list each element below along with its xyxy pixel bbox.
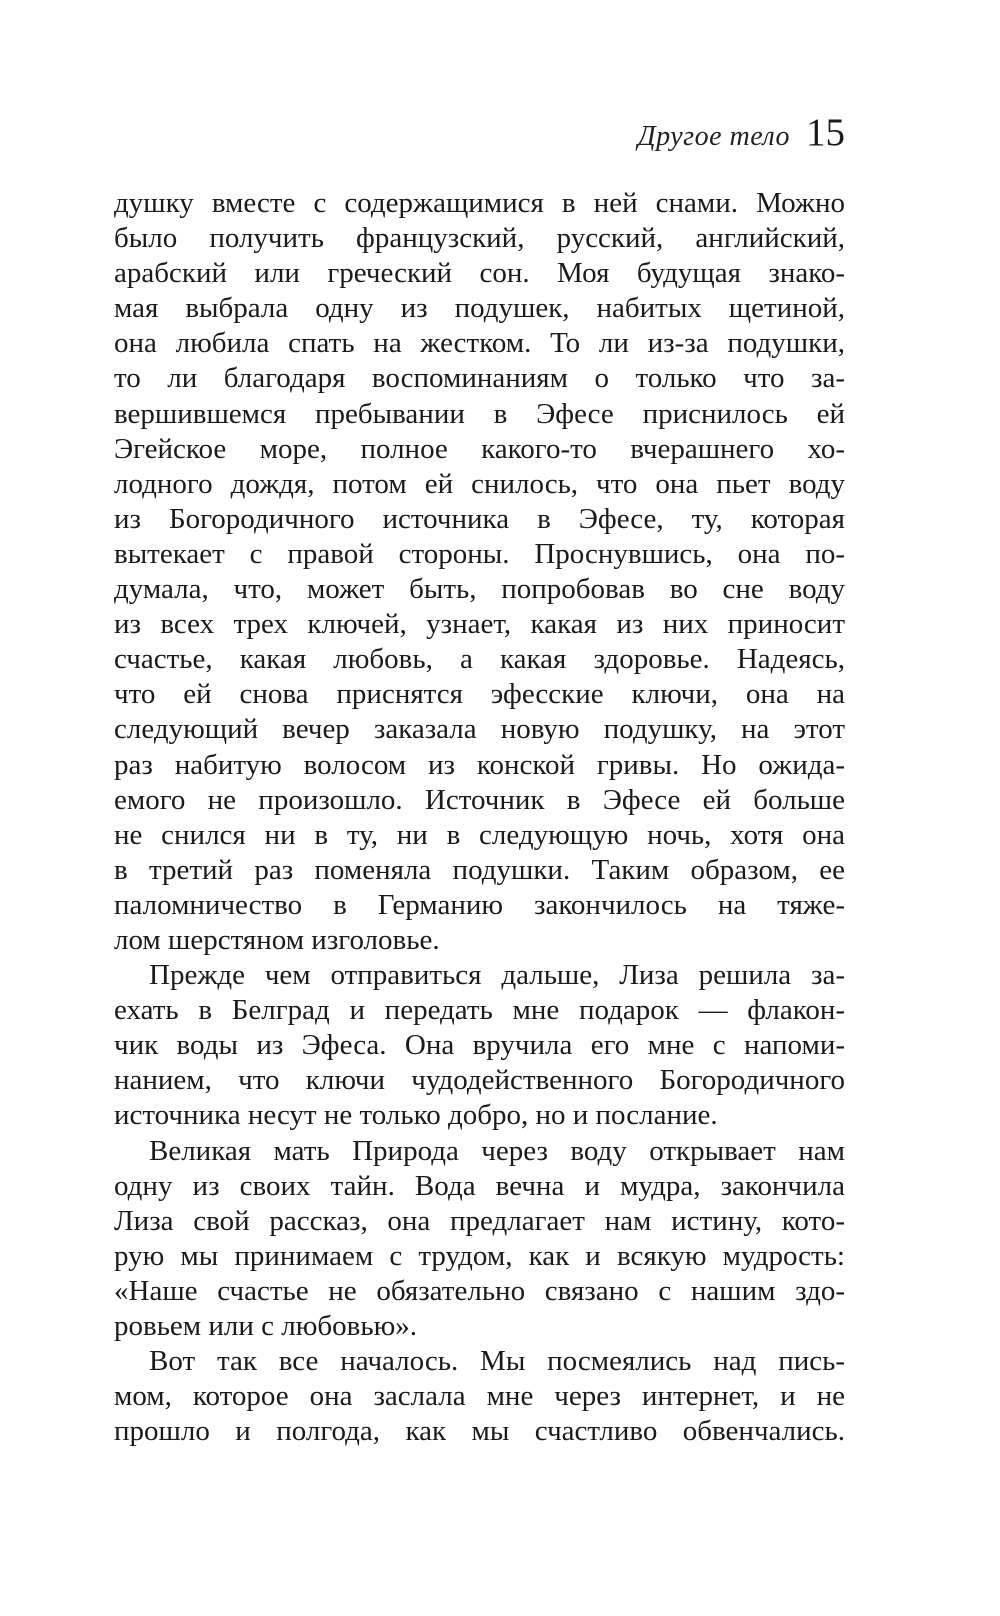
page-header [114,110,845,155]
text-line: следующий вечер заказала новую подушку, на этот [114,713,845,746]
paragraph-1 [114,186,845,958]
text-line: из Богородичного источника в Эфесе, ту, которая [114,502,845,535]
text-line: рую мы принимаем с трудом, как и всякую мудрость: [114,1239,845,1272]
paragraph-2 [114,958,845,1133]
text-line: душку вместе с содержащимися в ней снами. Можно [114,187,845,219]
text-line: прошло и полгода, как мы счастливо обвенчались. [114,1415,845,1448]
running-title: Другое тело [637,121,790,152]
paragraph-4 [114,1344,845,1449]
paragraph-3 [114,1134,845,1345]
text-line: источника несут не только добро, но и послание. [114,1099,718,1132]
text-line: раз набитую волосом из конской гривы. Но ожида- [114,748,845,781]
text-line: из всех трех ключей, узнает, какая из них приносит [114,608,845,641]
text-line: ровьем или с любовью». [114,1310,417,1342]
page-number: 15 [806,111,845,154]
text-line: Вот так все началось. Мы посмеялись над пись- [149,1345,845,1378]
text-block [114,186,845,1449]
text-line: вершившемся пребывании в Эфесе приснилось ей [114,397,845,430]
text-line: Прежде чем отправиться дальше, Лиза решила за- [149,959,845,992]
text-line: арабский или греческий сон. Моя будущая знако- [114,257,845,290]
text-line: что ей снова приснятся эфесские ключи, она на [114,678,845,711]
text-line: мом, которое она заслала мне через интернет, и не [114,1380,845,1413]
text-line: «Наше счастье не обязательно связано с нашим здо- [114,1274,845,1307]
text-line: нанием, что ключи чудодейственного Богородичного [114,1064,845,1097]
text-line: мая выбрала одну из подушек, набитых щетиной, [114,292,845,325]
text-line: чик воды из Эфеса. Она вручила его мне с напоми- [114,1029,845,1062]
text-line: Великая мать Природа через воду открывает нам [149,1134,845,1167]
text-line: думала, что, может быть, попробовав во сне воду [114,573,845,606]
text-line: одну из своих тайн. Вода вечна и мудра, закончила [114,1169,845,1202]
text-line: емого не произошло. Источник в Эфесе ей больше [114,783,845,816]
text-line: Лиза свой рассказ, она предлагает нам истину, кото- [114,1204,845,1237]
text-line: лом шерстяном изголовье. [114,923,440,956]
text-line: ехать в Белград и передать мне подарок — флакон- [114,994,845,1027]
text-line: лодного дождя, потом ей снилось, что она пьет воду [114,467,845,500]
text-line: паломничество в Германию закончилось на тяже- [114,888,845,921]
text-line: было получить французский, русский, английский, [114,222,845,255]
text-line: не снился ни в ту, ни в следующую ночь, хотя она [114,818,845,851]
text-line: то ли благодаря воспоминаниям о только что за- [114,362,845,395]
text-line: вытекает с правой стороны. Проснувшись, она по- [114,537,845,570]
text-line: счастье, какая любовь, а какая здоровье. Надеясь, [114,643,845,676]
text-line: она любила спать на жестком. То ли из-за подушки, [114,327,845,360]
text-line: в третий раз поменяла подушки. Таким образом, ее [114,853,845,886]
text-line: Эгейское море, полное какого-то вчерашнего хо- [114,432,845,465]
